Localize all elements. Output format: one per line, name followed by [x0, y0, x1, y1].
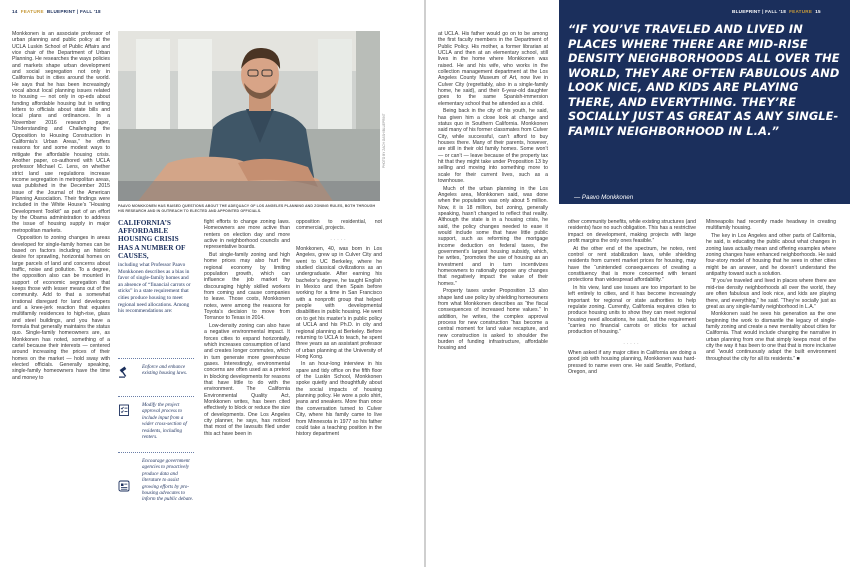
pull-quote: “IF YOU’VE TRAVELED AND LIVED IN PLACES WHERE THERE ARE MID-RISE DENSITY NEIGHBORHOODS ALL OVER THE WORLD, THEY ARE OFTEN FABULOUS AND LOOK NICE, AND KIDS ARE PLAYING THERE, AND EVERYTHING. THEY’RE SOCIALLY JUST AS GREAT AS ANY SINGLE-FAMILY NEIGHBORHOOD IN L.A.”: [568, 22, 840, 138]
right-column-2: [568, 219, 696, 376]
paragraph: Minneapolis had recently made headway in creating multifamily housing.: [706, 219, 836, 232]
paragraph: opposition to residential, not commercial, projects.: [296, 219, 382, 232]
pull-quote-attribution: — Paavo Monkkonen: [574, 194, 634, 201]
left-page: [0, 0, 424, 567]
portrait-illustration: [118, 31, 380, 201]
right-column-3: [706, 219, 836, 363]
paragraph: Monkkonen is an associate professor of urban planning and public policy at the UCLA Luskin School of Public Affairs and vice chair of the Department of Urban Planning. He researches the ways policies and markets shape urban development and social segregation not only in California but in cities around the world. He says that he has been increasingly vocal about local planning issues related to housing — not only in op-eds about funding affordable housing but in writing letters to officials about state bills and local plans and ordinances. In a November 2016 research paper, “Understanding and Challenging the Opposition to Housing Construction in California’s Urban Areas,” he offers reasons for and some modest ways to mitigate the affordable housing crisis. Another paper, co-authored with UCLA professor Michael C. Lens, on whether strict land use regulations increase income segregation in metropolitan areas, was published in the December 2015 issue of the Journal of the American Planning Association. Their findings were included in the White House’s “Housing Development Toolkit” as part of an effort by the Obama administration to address the issue of housing supply in major metropolitan markets.: [12, 31, 110, 234]
sidebar-divider: [118, 396, 194, 397]
gavel-icon: [118, 366, 130, 378]
document-icon: [118, 480, 130, 492]
right-page: [426, 0, 850, 567]
paragraph: The key in Los Angeles and other parts of California, he said, is educating the public about what changes in zoning laws actually mean and offering examples where zoning changes have enhanced neighborhoods. He said four-story model of housing that he sees in other cities might be an answer, and he doesn’t understand the antipathy toward such a solution.: [706, 232, 836, 277]
paragraph: But single-family zoning and high home prices may also hurt the regional economy by limiting population growth, which can influence the job market by discouraging highly skilled workers from coming and cause companies to leave. Those costs, Monkkonen notes, were among the reasons for Toyota’s decision to move from Torrance to Texas in 2014.: [204, 251, 290, 322]
recommendation-item: [118, 364, 194, 400]
sidebar-divider: [118, 452, 194, 453]
publication-label: BLUEPRINT | FALL '18: [46, 9, 101, 14]
sidebar-intro: including what Professor Paavo Monkkonen describes as a bias in favor of single-family homes and an absence of “financial carrots or sticks” in a state requirement that cities produce housing to meet regional need allocations. Among his recommendations are:: [118, 262, 191, 315]
right-column-1: [438, 31, 548, 353]
paragraph: Monkkonen, 40, was born in Los Angeles, grew up in Culver City and went to UC Berkeley, where he studied classical civilizations as an undergraduate. After earning his bachelor’s degree, he taught English in Mexico and then Spain before working for a time in San Francisco with a nonprofit group that helped people with developmental disabilities in public housing. He went on to get his master’s in public policy at UCLA and his Ph.D. in city and regional planning at Berkeley. Before returning to UCLA to teach, he spent three years as an assistant professor of urban planning at the University of Hong Kong.: [296, 246, 382, 360]
section-label: FEATURE: [20, 9, 44, 14]
paragraph: at UCLA. His father would go on to be among the first faculty members in the Department of Public Policy. His mother, a former librarian at UCLA and then at an elementary school, still lives in the home where Monkkonen was raised. He and his wife, who works in the collection management department at the Los Angeles County Museum of Art, now live in Culver City (regrettably, also in a single-family home, he said), and their 6-year-old daughter goes to the same Spanish-immersion elementary school that he attended as a child.: [438, 31, 548, 107]
photo-credit: PHOTO BY ZACH GASH/BLUEPRINT: [382, 113, 386, 168]
paragraph: other community benefits, while existing structures (and residents) face no such obligation. This has a restrictive impact on development, making projects with large profit margins the only ones feasible.”: [568, 219, 696, 245]
left-column-3: [204, 219, 290, 438]
recommendation-text: Encourage government agencies to proactively produce data and literature to assist growing efforts by pro-housing advocates to inform the public debate.: [142, 458, 194, 503]
recommendation-text: Modify the project approval process to include input from a wider cross-section of residents, including renters.: [142, 402, 187, 441]
section-break: .....: [330, 235, 348, 242]
publication-label: BLUEPRINT | FALL '18: [732, 9, 787, 14]
recommendation-item: [118, 458, 194, 522]
sidebar-divider: [118, 358, 194, 359]
recommendations-sidebar: [118, 219, 194, 315]
paragraph: fight efforts to change zoning laws. Homeowners are more active than renters on election day and more active in neighborhood councils and representative boards.: [204, 219, 290, 251]
section-label: FEATURE: [789, 9, 813, 14]
paragraph: At the other end of the spectrum, he notes, rent control or rent stabilization laws, while shielding residents from current market prices for housing, may have the “unintended consequences of creating a constituency that is more concerned with tenant protections than widespread affordability.”: [568, 245, 696, 284]
paragraph: Property taxes under Proposition 13 also shape land use policy by shielding homeowners from what Monkkonen describes as “the fiscal consequences of increased home values.” In addition, he writes, the complex approval process for new construction “has become a central moment for land value recapture, and new construction is asked to shoulder the burden of funding infrastructure, affordable housing and: [438, 288, 548, 352]
paragraph: Low-density zoning can also have a negative environmental impact. It forces cities to expand horizontally, which increases consumption of land and creates longer commutes, which in turn generate more greenhouse gases. Interestingly, environmental concerns are often used as a pretext in blocking developments for reasons that have little to do with the environment. The California Environmental Quality Act, Monkkonen writes, has been cited effectively to block or reduce the size of developments. One Los Angeles city planner, he says, has noticed that most of the lawsuits filed under this act have been in: [204, 322, 290, 437]
paragraph: Monkkonen said he sees his generation as the one beginning the work to dismantle the legacy of single-family zoning and create a new mentality about cities for California. That would include changing the narrative in urban planning from one that simply keeps most of the city the way it has been to one that that is more inclusive and “would continuously adapt the built environment throughout the city for all its residents.” ■: [706, 311, 836, 362]
paragraph: When asked if any major cities in California are doing a good job with housing planning, Monkkonen was hard-pressed to name even one. He said Seattle, Portland, Oregon, and: [568, 349, 696, 375]
paragraph: Opposition to zoning changes in areas developed for single-family homes can be based on factors including an historic desire for sprawling, horizontal homes on large parcels of land and concerns about traffic, noise and pollution. To a degree, the opposition also can be mounted in support of economic segregation that keeps those with lesser means out of the community. Add to that a somewhat irrational disregard for land developers and a knee-jerk reaction that equates multifamily residences to high-rise, glass and steel buildings, and you have a formula that generally maintains the status quo. Single-family homeowners are, as Monkkonen has noted, something of a cartel because their interests — centered around increasing the prices of their homes on the market — hold sway with elected officials. Generally speaking, single-family homeowners have the time and money to: [12, 235, 110, 381]
left-folio: [12, 9, 101, 14]
page-number: 15: [815, 9, 821, 14]
portrait-photo: [118, 31, 380, 201]
paragraph: Much of the urban planning in the Los Angeles area, Monkkonen said, was done when the population was only about 5 million. Now, it is 18 million, but zoning, generally speaking, hasn’t changed to reflect that reality. Although the state is in a housing crisis, he said, the policy changes needed to ease it would include some that have little public support, such as reforming the mortgage income deduction on federal taxes, the government’s largest housing subsidy, which, he writes, “promotes the use of housing as an investment and in turn incentivizes homeowners to rationally oppose any changes that negatively impact the value of their homes.”: [438, 185, 548, 287]
paragraph: “If you’ve traveled and lived in places where there are mid-rise density neighborhoods all over the world, they are often fabulous and look nice, and kids are playing there, and everything,” he said. “They’re socially just as great as any single-family neighborhood in L.A.”: [706, 278, 836, 310]
photo-caption: PAAVO MONKKONEN HAS RAISED QUESTIONS ABOUT THE ADEQUACY OF LOS ANGELES PLANNING AND ZONING RULES, BOTH THROUGH HIS RESEARCH AND IN OUTREACH TO ELECTED AND APPOINTED OFFICIALS.: [118, 204, 376, 213]
left-column-4: [296, 219, 382, 439]
sidebar-title: CALIFORNIA’S AFFORDABLE HOUSING CRISIS HAS A NUMBER OF CAUSES,: [118, 218, 186, 260]
page-number: 14: [12, 9, 18, 14]
recommendation-text: Enforce and enhance existing housing laws.: [142, 364, 188, 377]
left-column-1: [12, 31, 110, 382]
paragraph: Being back in the city of his youth, he said, has given him a close look at change and status quo in Southern California. Monkkonen said many of his former classmates from Culver City, while successful, can’t afford to buy houses there. Many of their parents, however, are still in their old family homes. Some won’t — or can’t — leave because of the property tax hit that they might take under Proposition 13 by selling and moving into something more to scale for their current lives, such as a townhouse.: [438, 108, 548, 185]
recommendation-item: [118, 402, 194, 454]
paragraph: In an hour-long interview in his spare and tidy office on the fifth floor of the Luskin School, Monkkonen spoke quietly and thoughtfully about the social impacts of housing planning policy. He wore a polo shirt, jeans and sneakers. More than once the conversation turned to Culver City, where his family came to live from Minnesota in 1977 so his father could take a teaching position in the history department: [296, 361, 382, 438]
right-folio: [732, 9, 821, 14]
checklist-icon: [118, 404, 130, 416]
paragraph: In his view, land use issues are too important to be left entirely to cities, and it has become increasingly important for regional or state authorities to help regulate zoning. Currently, California requires cities to produce housing units to show they can meet regional housing need allocations, he said, but the requirement “carries no financial carrots or sticks for actual production of housing.”: [568, 284, 696, 336]
section-break: .....: [623, 339, 641, 346]
